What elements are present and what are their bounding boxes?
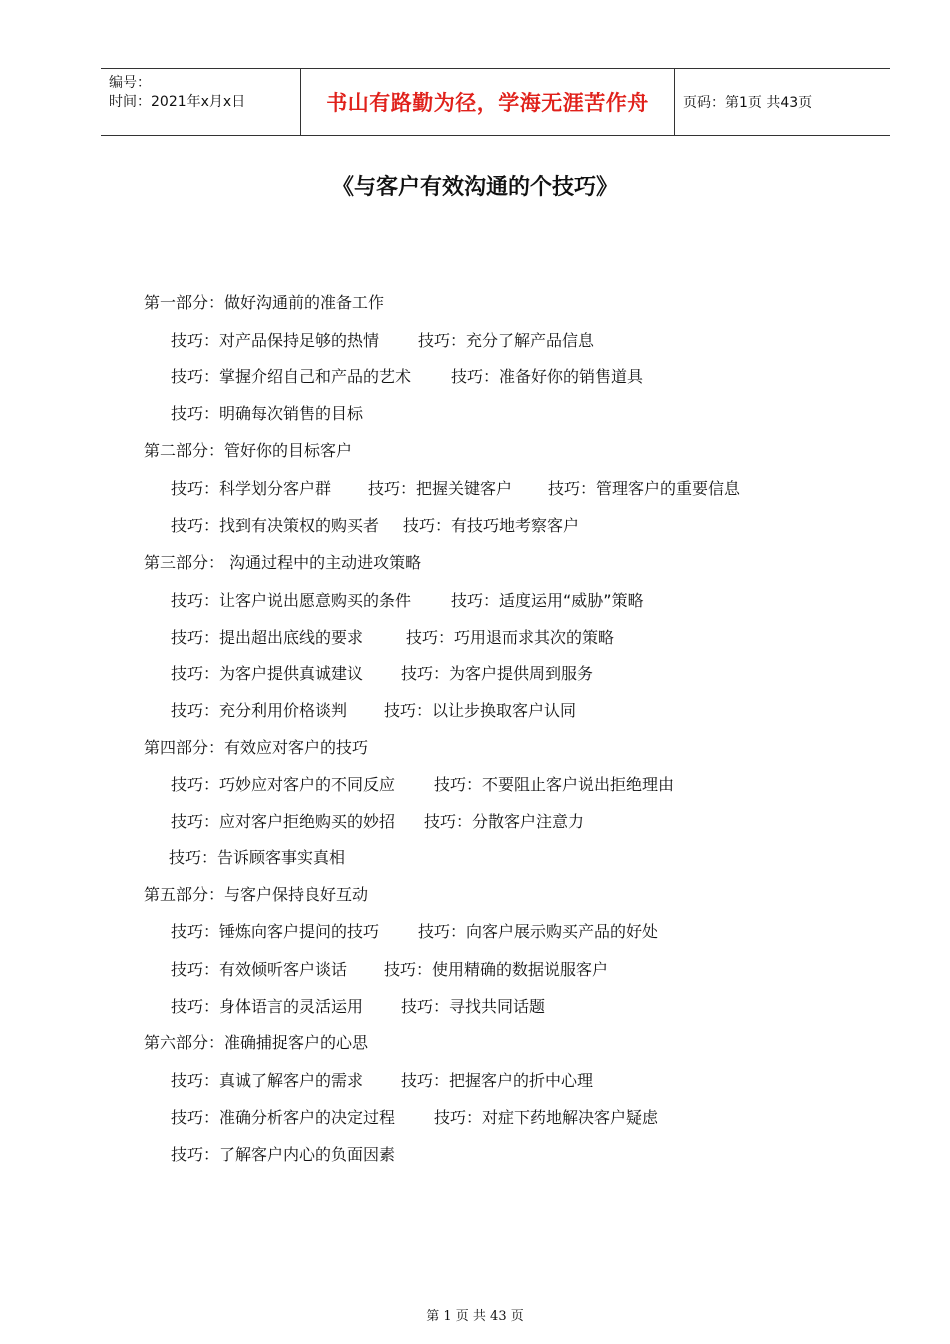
section-heading-text: 第三部分： 沟通过程中的主动进攻策略 <box>144 553 422 572</box>
page-footer: 第 1 页 共 43 页 <box>426 1309 524 1324</box>
section-heading-text: 第六部分：准确捕捉客户的心思 <box>144 1033 369 1052</box>
tip-item: 技巧：充分了解产品信息 <box>418 331 595 350</box>
header-number-label: 编号： <box>109 75 151 91</box>
header-page-info: 页码：第1页 共43页 <box>683 95 813 111</box>
tip-item: 技巧：把握关键客户 <box>368 479 513 498</box>
page-header <box>101 68 890 136</box>
tip-item: 技巧：了解客户内心的负面因素 <box>171 1145 396 1164</box>
tip-item: 技巧：告诉顾客事实真相 <box>169 848 346 867</box>
tip-item: 技巧：提出超出底线的要求 <box>171 628 364 647</box>
tip-item: 技巧：明确每次销售的目标 <box>171 404 364 423</box>
tip-item: 技巧：充分利用价格谈判 <box>171 701 348 720</box>
tip-item: 技巧：真诚了解客户的需求 <box>171 1071 364 1090</box>
section-heading-text: 第一部分：做好沟通前的准备工作 <box>144 293 385 312</box>
tip-item: 技巧：为客户提供真诚建议 <box>171 664 364 683</box>
tip-item: 技巧：有技巧地考察客户 <box>403 516 580 535</box>
tip-item: 技巧：把握客户的折中心理 <box>401 1071 594 1090</box>
tip-item: 技巧：掌握介绍自己和产品的艺术 <box>171 367 412 386</box>
tip-item: 技巧：管理客户的重要信息 <box>548 479 741 498</box>
tip-item: 技巧：有效倾听客户谈话 <box>171 960 348 979</box>
tip-item: 技巧：应对客户拒绝购买的妙招 <box>171 812 396 831</box>
tip-item: 技巧：找到有决策权的购买者 <box>171 516 380 535</box>
tip-item: 技巧：巧妙应对客户的不同反应 <box>171 775 396 794</box>
tip-item: 技巧：锤炼向客户提问的技巧 <box>171 922 380 941</box>
header-motto: 书山有路勤为径，学海无涯苦作舟 <box>301 69 675 135</box>
tip-item: 技巧：不要阻止客户说出拒绝理由 <box>434 775 675 794</box>
tip-item: 技巧：适度运用“威胁”策略 <box>451 591 644 610</box>
tip-item: 技巧：准备好你的销售道具 <box>451 367 644 386</box>
tip-item: 技巧：准确分析客户的决定过程 <box>171 1108 396 1127</box>
tip-item: 技巧：使用精确的数据说服客户 <box>384 960 609 979</box>
section-heading-text: 第四部分：有效应对客户的技巧 <box>144 738 369 757</box>
tip-item: 技巧：寻找共同话题 <box>401 997 546 1016</box>
tip-item: 技巧：以让步换取客户认同 <box>384 701 577 720</box>
tip-item: 技巧：向客户展示购买产品的好处 <box>418 922 659 941</box>
tip-item: 技巧：让客户说出愿意购买的条件 <box>171 591 412 610</box>
tip-item: 技巧：对产品保持足够的热情 <box>171 331 380 350</box>
tip-item: 技巧：科学划分客户群 <box>171 479 332 498</box>
tip-item: 技巧：为客户提供周到服务 <box>401 664 594 683</box>
tip-item: 技巧：分散客户注意力 <box>424 812 585 831</box>
tip-item: 技巧：对症下药地解决客户疑虑 <box>434 1108 659 1127</box>
tip-item: 技巧：身体语言的灵活运用 <box>171 997 364 1016</box>
section-heading-text: 第二部分：管好你的目标客户 <box>144 441 353 460</box>
header-time-label: 时间：2021年x月x日 <box>109 94 246 110</box>
document-title: 《与客户有效沟通的个技巧》 <box>331 175 618 200</box>
tip-item: 技巧：巧用退而求其次的策略 <box>406 628 615 647</box>
section-heading-text: 第五部分：与客户保持良好互动 <box>144 885 369 904</box>
header-meta <box>101 69 301 135</box>
